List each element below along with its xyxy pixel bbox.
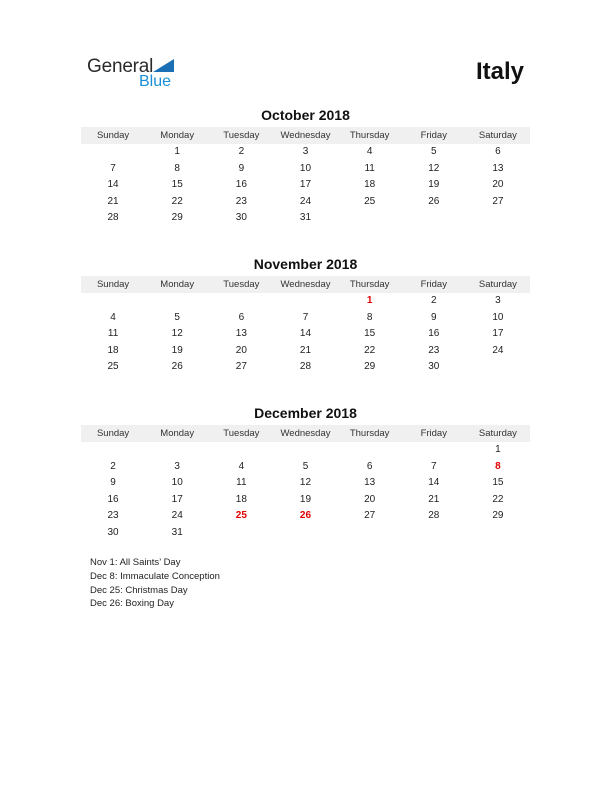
week-row [81,326,530,343]
empty-day-cell [273,525,337,542]
day-cell: 9 [430,311,437,323]
week-row [81,492,530,509]
day-cell: 23 [428,344,440,356]
empty-day-cell [209,525,273,542]
day-cell: 26 [171,361,183,373]
weekday-header [81,276,530,293]
day-cell: 20 [235,344,247,356]
week-row [81,359,530,376]
day-cell: 12 [428,162,440,174]
week-row [81,161,530,178]
week-row [81,310,530,327]
day-cell: 18 [235,493,247,505]
empty-day-cell [338,210,402,227]
week-row [81,177,530,194]
day-cell: 2 [430,295,437,306]
day-cell: 5 [430,146,437,157]
day-cell: 10 [299,162,312,174]
day-cell: 13 [492,162,504,174]
month-title: November 2018 [253,256,358,272]
weekday-label: Friday [420,130,447,141]
day-cell: 15 [492,477,504,489]
empty-day-cell [145,442,209,459]
brand-word-general: General [87,56,154,77]
empty-day-cell [338,525,402,542]
weekday-header [81,127,530,144]
day-cell: 31 [171,526,183,538]
day-cell: 29 [364,361,376,373]
day-cell: 17 [171,493,183,505]
day-cell: 7 [302,311,309,323]
day-cell: 20 [364,493,376,505]
empty-day-cell [273,293,337,310]
day-cell: 5 [174,311,180,323]
day-cell: 25 [235,510,247,522]
day-cell: 6 [366,460,373,472]
weekday-label: Thursday [349,130,390,141]
empty-day-cell [81,293,145,310]
week-row [81,459,530,476]
day-cell: 29 [171,212,183,224]
weekday-label: Saturday [478,279,517,290]
holiday-note: Nov 1: All Saints’ Day [90,557,181,568]
day-cell: 31 [299,212,312,224]
weekday-label: Wednesday [280,130,331,141]
day-cell: 3 [495,295,501,306]
day-cell: 20 [492,179,504,191]
holiday-note: Dec 25: Christmas Day [90,584,188,596]
day-cell: 1 [174,146,180,157]
day-cell: 16 [428,328,440,340]
month-title: October 2018 [261,107,350,123]
empty-day-cell [466,525,530,542]
day-cell: 26 [428,195,440,207]
day-cell: 18 [107,344,119,356]
day-cell: 15 [364,328,376,340]
empty-day-cell [81,442,145,459]
day-cell: 27 [235,361,247,373]
day-cell: 24 [171,510,183,522]
day-cell: 8 [366,311,373,323]
weekday-label: Saturday [478,130,517,141]
month-october [81,106,530,227]
day-cell: 21 [299,344,312,356]
day-cell: 9 [110,477,116,489]
day-cell: 12 [299,477,312,489]
day-cell: 17 [299,179,312,191]
country-title: Italy [475,58,524,85]
empty-day-cell [338,442,402,459]
empty-day-cell [273,442,337,459]
day-cell: 19 [428,179,440,191]
empty-day-cell [81,144,145,161]
weekday-label: Monday [160,279,195,290]
week-row [81,144,530,161]
day-cell: 12 [171,328,183,340]
weekday-label: Wednesday [280,428,331,439]
day-cell: 28 [428,510,440,522]
brand-triangle-icon [153,59,174,72]
day-cell: 27 [364,510,376,522]
day-cell: 1 [366,295,373,306]
month-title: December 2018 [254,405,357,421]
weekday-label: Friday [420,279,447,290]
day-cell: 14 [107,179,119,191]
day-cell: 23 [107,510,119,522]
empty-day-cell [402,525,466,542]
week-row [81,210,530,227]
day-cell: 10 [171,477,183,489]
day-cell: 8 [174,162,180,174]
brand-word-blue: Blue [139,73,172,90]
day-cell: 28 [107,212,119,224]
day-cell: 9 [238,162,245,174]
weekday-label: Tuesday [223,279,260,290]
day-cell: 3 [174,460,180,472]
weekday-header [81,425,530,442]
day-cell: 21 [107,195,119,207]
week-row [81,442,530,459]
day-cell: 6 [495,146,501,157]
day-cell: 27 [492,195,504,207]
day-cell: 8 [495,460,501,472]
weekday-label: Wednesday [280,279,331,290]
day-cell: 11 [236,477,247,489]
weekday-label: Monday [160,130,195,141]
day-cell: 3 [302,146,309,157]
day-cell: 2 [238,146,245,157]
day-cell: 14 [299,328,312,340]
day-cell: 24 [492,344,504,356]
day-cell: 17 [492,328,504,340]
day-cell: 21 [428,493,440,505]
empty-day-cell [402,442,466,459]
holiday-note: Dec 26: Boxing Day [90,598,174,610]
empty-day-cell [466,359,530,376]
day-cell: 13 [235,328,247,340]
day-cell: 22 [171,195,183,207]
week-row [81,343,530,360]
weekday-label: Monday [160,428,195,439]
day-cell: 22 [364,344,376,356]
day-cell: 6 [238,311,245,323]
weekday-label: Saturday [478,428,517,439]
day-cell: 16 [107,493,119,505]
weekday-label: Sunday [96,279,130,290]
day-cell: 25 [364,195,376,207]
day-cell: 11 [364,162,375,174]
day-cell: 16 [235,179,247,191]
day-cell: 4 [238,460,245,472]
empty-day-cell [145,293,209,310]
empty-day-cell [209,293,273,310]
day-cell: 13 [364,477,376,489]
weekday-label: Tuesday [223,428,260,439]
day-cell: 7 [430,460,437,472]
week-row [81,475,530,492]
day-cell: 30 [235,212,247,224]
day-cell: 1 [495,444,501,455]
day-cell: 25 [107,361,119,373]
week-row [81,508,530,525]
day-cell: 26 [299,510,312,522]
day-cell: 5 [302,460,309,472]
weekday-label: Thursday [349,279,390,290]
empty-day-cell [209,442,273,459]
day-cell: 28 [299,361,312,373]
day-cell: 7 [110,162,116,174]
week-row [81,194,530,211]
day-cell: 14 [428,477,440,489]
day-cell: 18 [364,179,376,191]
holiday-notes [90,556,220,611]
week-row [81,525,530,542]
day-cell: 11 [107,328,119,340]
day-cell: 29 [492,510,504,522]
weekday-label: Tuesday [223,130,260,141]
weekday-label: Sunday [96,130,130,141]
holiday-note: Dec 8: Immaculate Conception [90,570,220,582]
weekday-label: Friday [420,428,447,439]
day-cell: 4 [110,311,116,323]
day-cell: 4 [366,146,373,157]
brand-logo [87,56,182,90]
month-november [81,255,530,376]
day-cell: 30 [107,526,119,538]
empty-day-cell [466,210,530,227]
week-row [81,293,530,310]
day-cell: 15 [171,179,183,191]
day-cell: 30 [428,361,440,373]
weekday-label: Thursday [349,428,390,439]
day-cell: 19 [171,344,183,356]
weekday-label: Sunday [96,428,130,439]
day-cell: 22 [492,493,504,505]
day-cell: 23 [235,195,247,207]
day-cell: 19 [299,493,312,505]
month-december [81,404,530,542]
empty-day-cell [402,210,466,227]
day-cell: 2 [110,460,116,472]
day-cell: 24 [299,195,312,207]
day-cell: 10 [492,311,504,323]
